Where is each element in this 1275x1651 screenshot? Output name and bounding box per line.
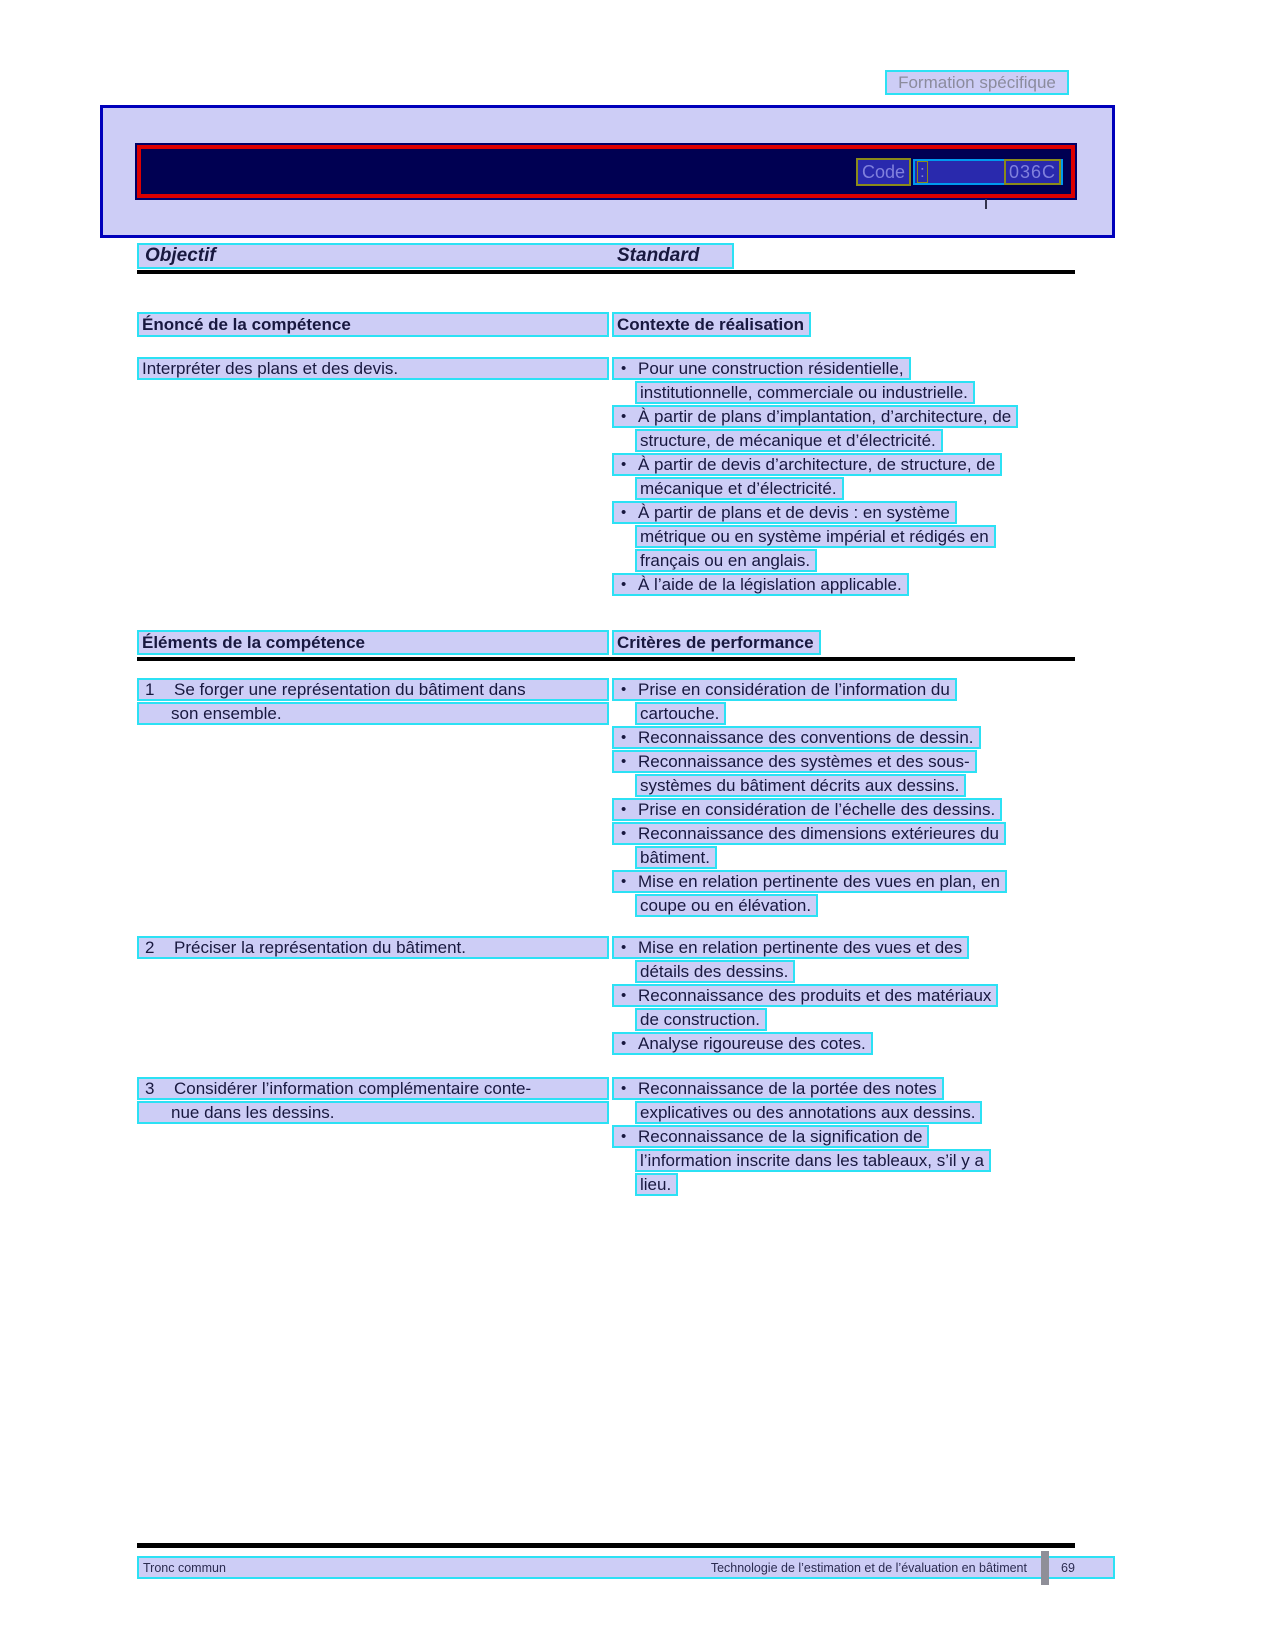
footer-divider: [1041, 1551, 1049, 1585]
code-field-box: [913, 159, 1063, 185]
criteres-header-label: Critères de performance: [617, 632, 814, 652]
list-item: • Reconnaissance des systèmes et des sous-: [612, 750, 977, 773]
list-item: • À partir de devis d’architecture, de structure, de: [612, 453, 1002, 476]
title-banner: [137, 145, 1075, 198]
standard-heading: Standard: [617, 245, 700, 266]
bullet-icon: •: [621, 729, 627, 746]
code-value: 036C: [1004, 159, 1061, 185]
code-colon: :: [917, 161, 928, 183]
bullet-icon: •: [621, 456, 627, 473]
footer-rule: [137, 1543, 1075, 1548]
competence-statement: [137, 357, 609, 380]
bullet-icon: •: [621, 360, 627, 377]
list-item-line: métrique ou en système impérial et rédigés en: [635, 525, 996, 548]
paragraph-mark: [985, 199, 987, 209]
bullet-icon: •: [621, 939, 627, 956]
running-header: [885, 70, 1069, 95]
list-item: • Mise en relation pertinente des vues et des: [612, 936, 969, 959]
contexte-header: [612, 312, 811, 337]
list-item: • À l’aide de la législation applicable.: [612, 573, 909, 596]
list-item: • Analyse rigoureuse des cotes.: [612, 1032, 873, 1055]
objectif-standard-bar: [137, 243, 734, 269]
list-item: • Mise en relation pertinente des vues en plan, en: [612, 870, 1007, 893]
bullet-icon: •: [621, 504, 627, 521]
bullet-icon: •: [621, 825, 627, 842]
page-number: 69: [1061, 1560, 1075, 1575]
list-item: • Reconnaissance de la portée des notes: [612, 1077, 944, 1100]
element-number: 3: [145, 1078, 155, 1098]
list-item-line: bâtiment.: [635, 846, 717, 869]
bullet-icon: •: [621, 873, 627, 890]
objectif-heading: Objectif: [145, 245, 216, 266]
list-item-line: de construction.: [635, 1008, 767, 1031]
list-item: • À partir de plans d’implantation, d’architecture, de: [612, 405, 1018, 428]
bullet-icon: •: [621, 576, 627, 593]
enonce-header-label: Énoncé de la compétence: [142, 314, 351, 334]
section-rule: [137, 270, 1075, 274]
list-item-line: institutionnelle, commerciale ou industrielle.: [635, 381, 975, 404]
list-item-line: détails des dessins.: [635, 960, 795, 983]
bullet-icon: •: [621, 1128, 627, 1145]
list-item-line: systèmes du bâtiment décrits aux dessins.: [635, 774, 966, 797]
criteria-bullet-list: [612, 936, 1075, 1056]
enonce-header: [137, 312, 609, 337]
competence-statement-text: Interpréter des plans et des devis.: [142, 358, 399, 378]
bullet-icon: •: [621, 987, 627, 1004]
running-header-label: Formation spécifique: [898, 72, 1056, 92]
footer-program-title: Technologie de l’estimation et de l’évaluation en bâtiment: [710, 1560, 1027, 1575]
bullet-icon: •: [621, 1035, 627, 1052]
bullet-icon: •: [621, 1080, 627, 1097]
list-item-line: mécanique et d’électricité.: [635, 477, 844, 500]
element-row-1: [137, 678, 1075, 918]
criteria-bullet-list: [612, 1077, 1075, 1197]
element-number: 2: [145, 937, 155, 957]
list-item: • À partir de plans et de devis : en système: [612, 501, 957, 524]
element-statement-line: son ensemble.: [137, 702, 609, 725]
element-row-2: [137, 936, 1075, 1056]
bullet-icon: •: [621, 801, 627, 818]
code-label: Code: [856, 158, 911, 186]
list-item: • Reconnaissance des conventions de dessin.: [612, 726, 981, 749]
criteres-header: [612, 630, 821, 655]
footer-section-label: Tronc commun: [143, 1560, 226, 1575]
list-item: • Prise en considération de l’information du: [612, 678, 957, 701]
element-statement-line: nue dans les dessins.: [137, 1101, 609, 1124]
list-item-line: l’information inscrite dans les tableaux, s’il y a: [635, 1149, 991, 1172]
element-number: 1: [145, 679, 155, 699]
list-item: • Reconnaissance des dimensions extérieures du: [612, 822, 1006, 845]
bullet-icon: •: [621, 681, 627, 698]
criteria-bullet-list: [612, 678, 1075, 918]
elements-header: [137, 630, 609, 655]
element-statement: 3 Considérer l’information complémentaire conte-: [137, 1077, 609, 1100]
list-item-line: structure, de mécanique et d’électricité.: [635, 429, 943, 452]
list-item-line: français ou en anglais.: [635, 549, 817, 572]
bullet-icon: •: [621, 408, 627, 425]
list-item-line: lieu.: [635, 1173, 678, 1196]
contexte-header-label: Contexte de réalisation: [617, 314, 805, 334]
list-item-line: cartouche.: [635, 702, 726, 725]
list-item-line: coupe ou en élévation.: [635, 894, 818, 917]
element-row-3: [137, 1077, 1075, 1197]
list-item: • Reconnaissance de la signification de: [612, 1125, 929, 1148]
section-rule: [137, 657, 1075, 661]
list-item: • Prise en considération de l’échelle des dessins.: [612, 798, 1002, 821]
list-item: • Reconnaissance des produits et des matériaux: [612, 984, 998, 1007]
elements-header-label: Éléments de la compétence: [142, 632, 365, 652]
footer-bar: [137, 1556, 1115, 1579]
bullet-icon: •: [621, 753, 627, 770]
title-outer-box: [100, 105, 1115, 238]
list-item: • Pour une construction résidentielle,: [612, 357, 911, 380]
context-bullet-list: [612, 357, 1075, 597]
element-statement: 2 Préciser la représentation du bâtiment.: [137, 936, 609, 959]
list-item-line: explicatives ou des annotations aux dessins.: [635, 1101, 982, 1124]
element-statement: 1 Se forger une représentation du bâtiment dans: [137, 678, 609, 701]
